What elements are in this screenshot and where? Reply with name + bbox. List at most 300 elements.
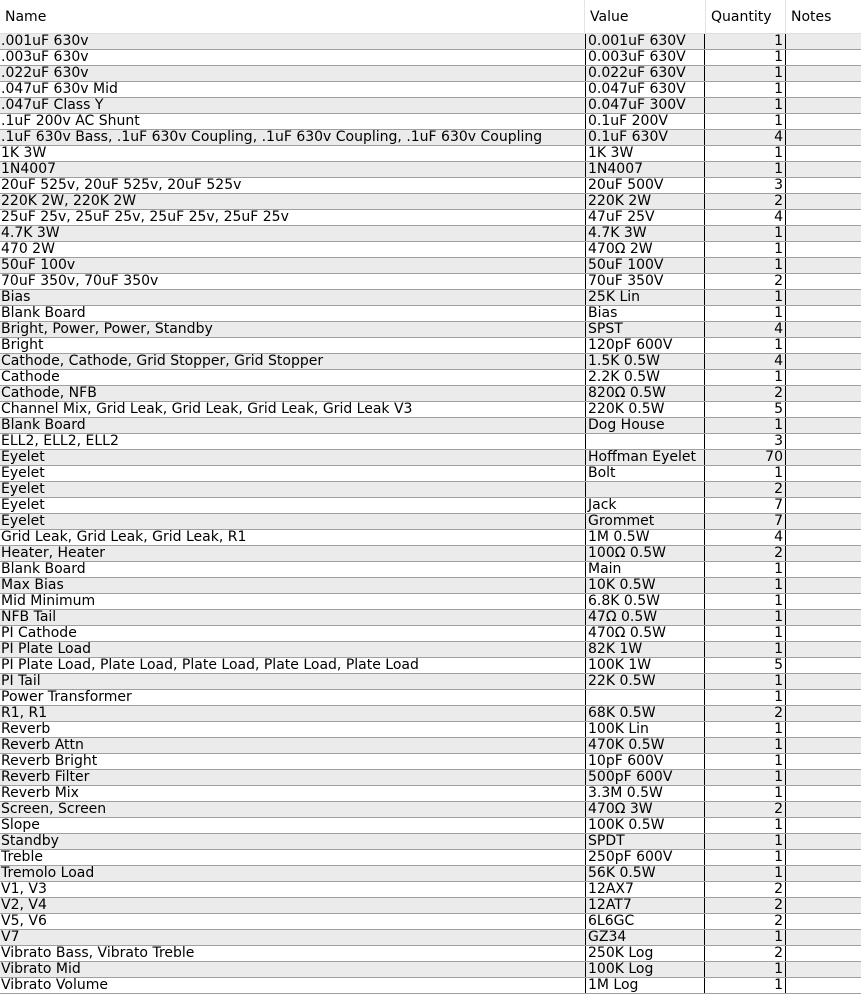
cell-quantity[interactable]: 2	[706, 946, 786, 961]
cell-notes[interactable]	[786, 434, 861, 449]
cell-notes[interactable]	[786, 594, 861, 609]
cell-notes[interactable]	[786, 290, 861, 305]
cell-notes[interactable]	[786, 402, 861, 417]
cell-quantity[interactable]: 1	[706, 930, 786, 945]
cell-quantity[interactable]: 1	[706, 866, 786, 881]
cell-quantity[interactable]: 1	[706, 34, 786, 49]
cell-quantity[interactable]: 1	[706, 754, 786, 769]
cell-value[interactable]: 1M Log	[585, 978, 705, 993]
table-row[interactable]	[0, 98, 861, 114]
cell-notes[interactable]	[786, 610, 861, 625]
cell-name[interactable]: Eyelet	[1, 450, 45, 465]
cell-notes[interactable]	[786, 418, 861, 433]
cell-notes[interactable]	[786, 866, 861, 881]
cell-name[interactable]: ELL2, ELL2, ELL2	[1, 434, 119, 449]
cell-name[interactable]: V7	[1, 930, 20, 945]
cell-notes[interactable]	[786, 946, 861, 961]
table-row[interactable]	[0, 978, 861, 994]
cell-quantity[interactable]: 1	[706, 562, 786, 577]
table-row[interactable]	[0, 882, 861, 898]
cell-name[interactable]: Standby	[1, 834, 59, 849]
table-row[interactable]	[0, 82, 861, 98]
cell-value[interactable]: 4.7K 3W	[585, 226, 705, 241]
cell-name[interactable]: V5, V6	[1, 914, 47, 929]
table-row[interactable]	[0, 418, 861, 434]
cell-value[interactable]	[585, 434, 705, 449]
cell-notes[interactable]	[786, 258, 861, 273]
cell-notes[interactable]	[786, 818, 861, 833]
cell-name[interactable]: 1K 3W	[1, 146, 47, 161]
cell-name[interactable]: Eyelet	[1, 482, 45, 497]
cell-value[interactable]: 0.001uF 630V	[585, 34, 705, 49]
cell-value[interactable]: 50uF 100V	[585, 258, 705, 273]
cell-quantity[interactable]: 1	[706, 290, 786, 305]
cell-notes[interactable]	[786, 34, 861, 49]
cell-notes[interactable]	[786, 898, 861, 913]
cell-value[interactable]: 500pF 600V	[585, 770, 705, 785]
cell-quantity[interactable]: 2	[706, 194, 786, 209]
cell-value[interactable]: 12AX7	[585, 882, 705, 897]
cell-name[interactable]: NFB Tail	[1, 610, 57, 625]
cell-value[interactable]: 470Ω 3W	[585, 802, 705, 817]
cell-name[interactable]: Eyelet	[1, 466, 45, 481]
cell-quantity[interactable]: 1	[706, 834, 786, 849]
cell-value[interactable]: Bias	[585, 306, 705, 321]
cell-quantity[interactable]: 1	[706, 162, 786, 177]
cell-value[interactable]: 10pF 600V	[585, 754, 705, 769]
cell-notes[interactable]	[786, 114, 861, 129]
cell-quantity[interactable]: 1	[706, 786, 786, 801]
table-row[interactable]	[0, 370, 861, 386]
table-row[interactable]	[0, 578, 861, 594]
cell-value[interactable]: 120pF 600V	[585, 338, 705, 353]
cell-notes[interactable]	[786, 370, 861, 385]
cell-name[interactable]: PI Tail	[1, 674, 41, 689]
cell-name[interactable]: V2, V4	[1, 898, 47, 913]
cell-notes[interactable]	[786, 978, 861, 993]
cell-value[interactable]: 70uF 350V	[585, 274, 705, 289]
table-row[interactable]	[0, 514, 861, 530]
cell-name[interactable]: .003uF 630v	[1, 50, 89, 65]
column-header-value[interactable]: Value	[585, 0, 706, 34]
table-row[interactable]	[0, 530, 861, 546]
cell-value[interactable]: Grommet	[585, 514, 705, 529]
cell-quantity[interactable]: 1	[706, 146, 786, 161]
cell-name[interactable]: Reverb Attn	[1, 738, 84, 753]
cell-name[interactable]: .001uF 630v	[1, 34, 89, 49]
cell-name[interactable]: PI Cathode	[1, 626, 77, 641]
cell-quantity[interactable]: 1	[706, 258, 786, 273]
cell-value[interactable]: 0.1uF 630V	[585, 130, 705, 145]
table-row[interactable]	[0, 402, 861, 418]
cell-name[interactable]: Blank Board	[1, 418, 86, 433]
cell-name[interactable]: Channel Mix, Grid Leak, Grid Leak, Grid Leak, Grid Leak V3	[1, 402, 413, 417]
cell-quantity[interactable]: 2	[706, 274, 786, 289]
cell-name[interactable]: Screen, Screen	[1, 802, 107, 817]
cell-name[interactable]: .047uF 630v Mid	[1, 82, 118, 97]
cell-value[interactable]: 220K 0.5W	[585, 402, 705, 417]
cell-name[interactable]: Mid Minimum	[1, 594, 96, 609]
table-row[interactable]	[0, 818, 861, 834]
column-header-name[interactable]: Name	[0, 0, 585, 34]
table-row[interactable]	[0, 482, 861, 498]
cell-notes[interactable]	[786, 658, 861, 673]
table-row[interactable]	[0, 594, 861, 610]
cell-name[interactable]: Blank Board	[1, 306, 86, 321]
cell-notes[interactable]	[786, 178, 861, 193]
cell-name[interactable]: Heater, Heater	[1, 546, 106, 561]
table-row[interactable]	[0, 114, 861, 130]
cell-notes[interactable]	[786, 882, 861, 897]
cell-name[interactable]: V1, V3	[1, 882, 47, 897]
cell-notes[interactable]	[786, 930, 861, 945]
cell-notes[interactable]	[786, 722, 861, 737]
cell-name[interactable]: Grid Leak, Grid Leak, Grid Leak, R1	[1, 530, 247, 545]
cell-notes[interactable]	[786, 210, 861, 225]
cell-quantity[interactable]: 4	[706, 210, 786, 225]
cell-quantity[interactable]: 3	[706, 178, 786, 193]
cell-notes[interactable]	[786, 674, 861, 689]
table-row[interactable]	[0, 242, 861, 258]
table-row[interactable]	[0, 834, 861, 850]
table-row[interactable]	[0, 562, 861, 578]
cell-value[interactable]: SPDT	[585, 834, 705, 849]
cell-value[interactable]: 20uF 500V	[585, 178, 705, 193]
cell-name[interactable]: R1, R1	[1, 706, 48, 721]
cell-quantity[interactable]: 2	[706, 482, 786, 497]
cell-quantity[interactable]: 7	[706, 514, 786, 529]
cell-name[interactable]: 25uF 25v, 25uF 25v, 25uF 25v, 25uF 25v	[1, 210, 289, 225]
cell-quantity[interactable]: 1	[706, 578, 786, 593]
cell-value[interactable]: 82K 1W	[585, 642, 705, 657]
cell-name[interactable]: Treble	[1, 850, 43, 865]
cell-notes[interactable]	[786, 626, 861, 641]
cell-name[interactable]: Max Bias	[1, 578, 64, 593]
cell-quantity[interactable]: 1	[706, 594, 786, 609]
cell-notes[interactable]	[786, 642, 861, 657]
cell-value[interactable]: Bolt	[585, 466, 705, 481]
cell-name[interactable]: PI Plate Load	[1, 642, 92, 657]
cell-name[interactable]: Eyelet	[1, 514, 45, 529]
cell-quantity[interactable]: 1	[706, 962, 786, 977]
cell-quantity[interactable]: 4	[706, 354, 786, 369]
table-row[interactable]	[0, 434, 861, 450]
cell-name[interactable]: Reverb	[1, 722, 51, 737]
cell-notes[interactable]	[786, 530, 861, 545]
column-header-quantity[interactable]: Quantity	[706, 0, 786, 34]
cell-value[interactable]	[585, 690, 705, 705]
cell-quantity[interactable]: 4	[706, 530, 786, 545]
cell-notes[interactable]	[786, 578, 861, 593]
table-row[interactable]	[0, 754, 861, 770]
cell-name[interactable]: 220K 2W, 220K 2W	[1, 194, 137, 209]
table-row[interactable]	[0, 722, 861, 738]
cell-notes[interactable]	[786, 706, 861, 721]
cell-quantity[interactable]: 1	[706, 370, 786, 385]
cell-quantity[interactable]: 1	[706, 50, 786, 65]
cell-name[interactable]: Cathode	[1, 370, 60, 385]
cell-value[interactable]: 47Ω 0.5W	[585, 610, 705, 625]
cell-notes[interactable]	[786, 690, 861, 705]
cell-notes[interactable]	[786, 786, 861, 801]
cell-notes[interactable]	[786, 450, 861, 465]
table-row[interactable]	[0, 322, 861, 338]
table-row[interactable]	[0, 450, 861, 466]
cell-value[interactable]	[585, 482, 705, 497]
cell-quantity[interactable]: 1	[706, 626, 786, 641]
cell-quantity[interactable]: 1	[706, 98, 786, 113]
table-row[interactable]	[0, 866, 861, 882]
cell-name[interactable]: Power Transformer	[1, 690, 132, 705]
cell-quantity[interactable]: 70	[706, 450, 786, 465]
cell-notes[interactable]	[786, 562, 861, 577]
table-row[interactable]	[0, 658, 861, 674]
cell-value[interactable]: 3.3M 0.5W	[585, 786, 705, 801]
cell-value[interactable]: SPST	[585, 322, 705, 337]
cell-value[interactable]: Dog House	[585, 418, 705, 433]
cell-value[interactable]: 820Ω 0.5W	[585, 386, 705, 401]
cell-quantity[interactable]: 3	[706, 434, 786, 449]
cell-quantity[interactable]: 1	[706, 82, 786, 97]
cell-name[interactable]: 50uF 100v	[1, 258, 76, 273]
cell-quantity[interactable]: 2	[706, 882, 786, 897]
cell-value[interactable]: 0.047uF 300V	[585, 98, 705, 113]
cell-quantity[interactable]: 1	[706, 818, 786, 833]
table-row[interactable]	[0, 386, 861, 402]
cell-value[interactable]: 100K Lin	[585, 722, 705, 737]
cell-name[interactable]: 70uF 350v, 70uF 350v	[1, 274, 159, 289]
table-row[interactable]	[0, 162, 861, 178]
cell-value[interactable]: GZ34	[585, 930, 705, 945]
cell-quantity[interactable]: 1	[706, 978, 786, 993]
cell-value[interactable]: Main	[585, 562, 705, 577]
cell-notes[interactable]	[786, 498, 861, 513]
cell-quantity[interactable]: 1	[706, 242, 786, 257]
cell-quantity[interactable]: 1	[706, 642, 786, 657]
table-row[interactable]	[0, 946, 861, 962]
cell-quantity[interactable]: 1	[706, 306, 786, 321]
cell-name[interactable]: Reverb Bright	[1, 754, 98, 769]
table-row[interactable]	[0, 770, 861, 786]
table-row[interactable]	[0, 210, 861, 226]
table-row[interactable]	[0, 306, 861, 322]
column-header-notes[interactable]: Notes	[791, 9, 832, 25]
cell-quantity[interactable]: 4	[706, 130, 786, 145]
cell-notes[interactable]	[786, 514, 861, 529]
cell-value[interactable]: 1K 3W	[585, 146, 705, 161]
table-row[interactable]	[0, 194, 861, 210]
table-row[interactable]	[0, 674, 861, 690]
cell-notes[interactable]	[786, 546, 861, 561]
cell-quantity[interactable]: 1	[706, 674, 786, 689]
cell-notes[interactable]	[786, 162, 861, 177]
cell-value[interactable]: 56K 0.5W	[585, 866, 705, 881]
cell-value[interactable]: 470Ω 0.5W	[585, 626, 705, 641]
cell-quantity[interactable]: 1	[706, 338, 786, 353]
table-row[interactable]	[0, 466, 861, 482]
cell-value[interactable]: 1N4007	[585, 162, 705, 177]
table-row[interactable]	[0, 914, 861, 930]
cell-value[interactable]: 100Ω 0.5W	[585, 546, 705, 561]
cell-quantity[interactable]: 2	[706, 386, 786, 401]
cell-value[interactable]: 47uF 25V	[585, 210, 705, 225]
cell-notes[interactable]	[786, 322, 861, 337]
cell-name[interactable]: Tremolo Load	[1, 866, 95, 881]
table-row[interactable]	[0, 338, 861, 354]
cell-quantity[interactable]: 1	[706, 66, 786, 81]
table-row[interactable]	[0, 626, 861, 642]
cell-value[interactable]: 220K 2W	[585, 194, 705, 209]
table-row[interactable]	[0, 706, 861, 722]
cell-value[interactable]: 22K 0.5W	[585, 674, 705, 689]
table-row[interactable]	[0, 354, 861, 370]
table-row[interactable]	[0, 690, 861, 706]
cell-quantity[interactable]: 1	[706, 610, 786, 625]
cell-notes[interactable]	[786, 386, 861, 401]
table-row[interactable]	[0, 226, 861, 242]
cell-notes[interactable]	[786, 754, 861, 769]
table-row[interactable]	[0, 130, 861, 146]
cell-value[interactable]: 10K 0.5W	[585, 578, 705, 593]
cell-notes[interactable]	[786, 354, 861, 369]
cell-name[interactable]: Blank Board	[1, 562, 86, 577]
cell-value[interactable]: 470Ω 2W	[585, 242, 705, 257]
cell-notes[interactable]	[786, 834, 861, 849]
cell-notes[interactable]	[786, 226, 861, 241]
cell-value[interactable]: 1.5K 0.5W	[585, 354, 705, 369]
table-row[interactable]	[0, 802, 861, 818]
cell-notes[interactable]	[786, 194, 861, 209]
cell-name[interactable]: 4.7K 3W	[1, 226, 60, 241]
cell-quantity[interactable]: 1	[706, 418, 786, 433]
cell-value[interactable]: 250pF 600V	[585, 850, 705, 865]
cell-notes[interactable]	[786, 82, 861, 97]
cell-notes[interactable]	[786, 482, 861, 497]
cell-name[interactable]: 20uF 525v, 20uF 525v, 20uF 525v	[1, 178, 242, 193]
cell-name[interactable]: .1uF 200v AC Shunt	[1, 114, 140, 129]
cell-quantity[interactable]: 2	[706, 706, 786, 721]
table-row[interactable]	[0, 258, 861, 274]
cell-notes[interactable]	[786, 274, 861, 289]
cell-notes[interactable]	[786, 50, 861, 65]
cell-value[interactable]: Jack	[585, 498, 705, 513]
table-row[interactable]	[0, 930, 861, 946]
table-row[interactable]	[0, 178, 861, 194]
cell-notes[interactable]	[786, 850, 861, 865]
cell-name[interactable]: Vibrato Volume	[1, 978, 108, 993]
cell-value[interactable]: 6L6GC	[585, 914, 705, 929]
table-row[interactable]	[0, 34, 861, 50]
cell-quantity[interactable]: 1	[706, 722, 786, 737]
cell-notes[interactable]	[786, 130, 861, 145]
table-row[interactable]	[0, 546, 861, 562]
cell-value[interactable]: 250K Log	[585, 946, 705, 961]
cell-name[interactable]: Bias	[1, 290, 31, 305]
cell-notes[interactable]	[786, 466, 861, 481]
cell-value[interactable]: 6.8K 0.5W	[585, 594, 705, 609]
cell-notes[interactable]	[786, 66, 861, 81]
cell-quantity[interactable]: 5	[706, 658, 786, 673]
cell-value[interactable]: 68K 0.5W	[585, 706, 705, 721]
cell-value[interactable]: Hoffman Eyelet	[585, 450, 705, 465]
cell-value[interactable]: 0.1uF 200V	[585, 114, 705, 129]
cell-quantity[interactable]: 1	[706, 226, 786, 241]
cell-notes[interactable]	[786, 738, 861, 753]
cell-quantity[interactable]: 1	[706, 466, 786, 481]
cell-quantity[interactable]: 7	[706, 498, 786, 513]
cell-name[interactable]: 470 2W	[1, 242, 55, 257]
cell-quantity[interactable]: 1	[706, 114, 786, 129]
table-row[interactable]	[0, 850, 861, 866]
cell-name[interactable]: Cathode, Cathode, Grid Stopper, Grid Stopper	[1, 354, 324, 369]
cell-notes[interactable]	[786, 962, 861, 977]
table-row[interactable]	[0, 898, 861, 914]
cell-name[interactable]: Slope	[1, 818, 40, 833]
cell-name[interactable]: Cathode, NFB	[1, 386, 97, 401]
cell-quantity[interactable]: 2	[706, 802, 786, 817]
table-row[interactable]	[0, 962, 861, 978]
cell-notes[interactable]	[786, 242, 861, 257]
cell-value[interactable]: 100K 1W	[585, 658, 705, 673]
table-row[interactable]	[0, 146, 861, 162]
table-row[interactable]	[0, 274, 861, 290]
cell-value[interactable]: 1M 0.5W	[585, 530, 705, 545]
table-row[interactable]	[0, 66, 861, 82]
cell-quantity[interactable]: 1	[706, 850, 786, 865]
table-row[interactable]	[0, 498, 861, 514]
cell-quantity[interactable]: 2	[706, 898, 786, 913]
cell-notes[interactable]	[786, 914, 861, 929]
cell-notes[interactable]	[786, 146, 861, 161]
cell-quantity[interactable]: 1	[706, 690, 786, 705]
table-row[interactable]	[0, 610, 861, 626]
cell-name[interactable]: Vibrato Mid	[1, 962, 81, 977]
cell-value[interactable]: 0.022uF 630V	[585, 66, 705, 81]
cell-name[interactable]: 1N4007	[1, 162, 57, 177]
cell-name[interactable]: .1uF 630v Bass, .1uF 630v Coupling, .1uF 630v Coupling, .1uF 630v Coupling	[1, 130, 543, 145]
cell-name[interactable]: PI Plate Load, Plate Load, Plate Load, Plate Load, Plate Load	[1, 658, 419, 673]
cell-quantity[interactable]: 1	[706, 770, 786, 785]
cell-name[interactable]: Vibrato Bass, Vibrato Treble	[1, 946, 195, 961]
cell-value[interactable]: 25K Lin	[585, 290, 705, 305]
cell-value[interactable]: 470K 0.5W	[585, 738, 705, 753]
cell-notes[interactable]	[786, 306, 861, 321]
cell-value[interactable]: 100K 0.5W	[585, 818, 705, 833]
table-row[interactable]	[0, 786, 861, 802]
cell-notes[interactable]	[786, 770, 861, 785]
cell-name[interactable]: Eyelet	[1, 498, 45, 513]
cell-name[interactable]: Reverb Mix	[1, 786, 79, 801]
cell-quantity[interactable]: 5	[706, 402, 786, 417]
table-row[interactable]	[0, 50, 861, 66]
cell-quantity[interactable]: 2	[706, 914, 786, 929]
cell-notes[interactable]	[786, 802, 861, 817]
cell-name[interactable]: .047uF Class Y	[1, 98, 104, 113]
cell-quantity[interactable]: 4	[706, 322, 786, 337]
cell-value[interactable]: 100K Log	[585, 962, 705, 977]
cell-quantity[interactable]: 1	[706, 738, 786, 753]
table-row[interactable]	[0, 290, 861, 306]
cell-notes[interactable]	[786, 98, 861, 113]
cell-value[interactable]: 12AT7	[585, 898, 705, 913]
cell-name[interactable]: Reverb Filter	[1, 770, 90, 785]
cell-value[interactable]: 2.2K 0.5W	[585, 370, 705, 385]
table-row[interactable]	[0, 642, 861, 658]
cell-quantity[interactable]: 2	[706, 546, 786, 561]
cell-value[interactable]: 0.003uF 630V	[585, 50, 705, 65]
cell-name[interactable]: .022uF 630v	[1, 66, 89, 81]
cell-name[interactable]: Bright, Power, Power, Standby	[1, 322, 213, 337]
